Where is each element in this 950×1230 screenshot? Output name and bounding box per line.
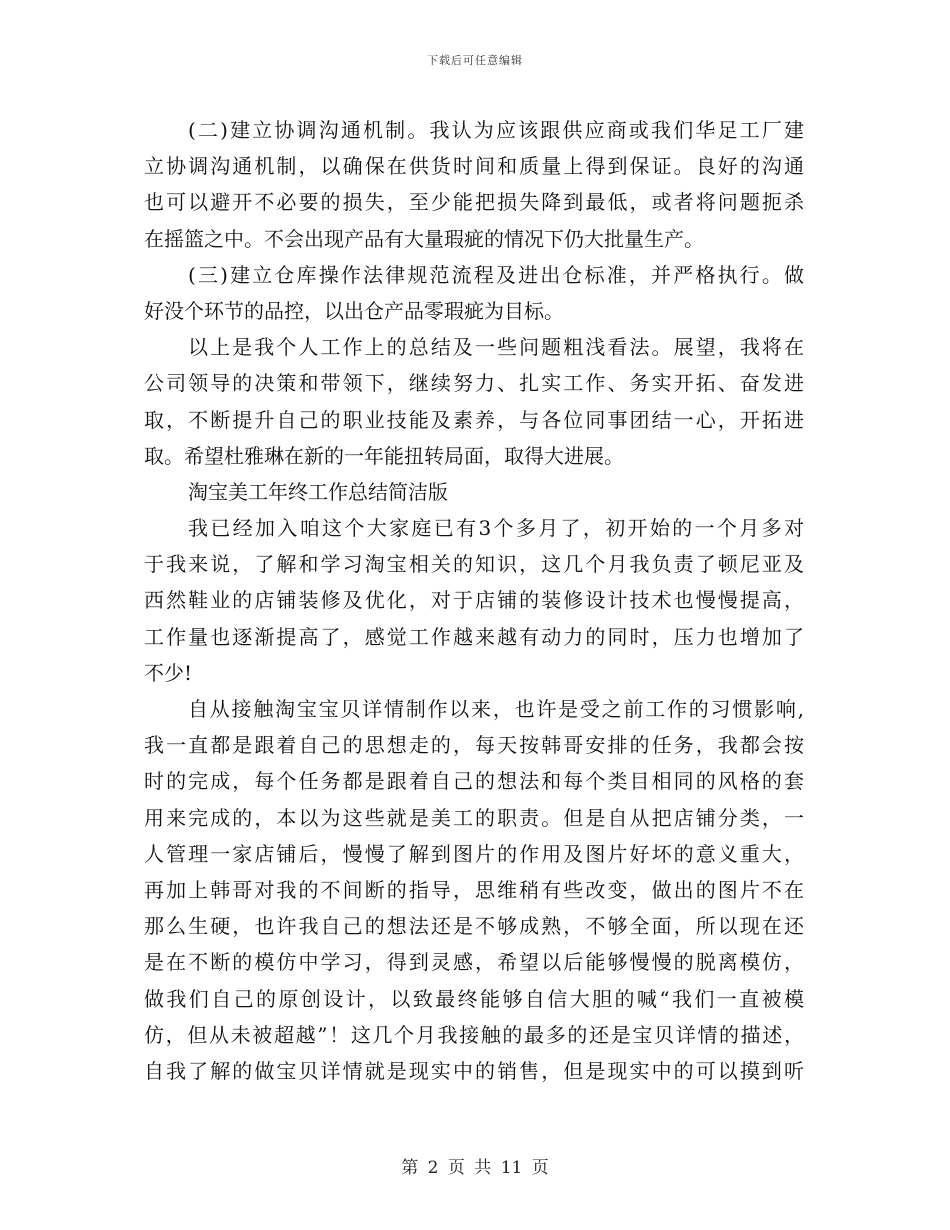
- page-header-note: 下载后可任意编辑: [427, 54, 523, 67]
- text-line: 那么生硬，也许我自己的想法还是不够成熟，不够全面，所以现在还: [144, 914, 804, 939]
- text-line: 于我来说，了解和学习淘宝相关的知识，这几个月我负责了顿尼亚及: [144, 552, 804, 577]
- text-line: 时的完成，每个任务都是跟着自己的想法和每个类目相同的风格的套: [144, 769, 804, 794]
- text-line: 自从接触淘宝宝贝详情制作以来，也许是受之前工作的习惯影响,: [188, 697, 804, 721]
- text-line: 以上是我个人工作上的总结及一些问题粗浅看法。展望，我将在: [188, 335, 804, 360]
- document-body: [144, 112, 804, 1089]
- text-line: 人管理一家店铺后，慢慢了解到图片的作用及图片好坏的意义重大，: [144, 841, 804, 866]
- text-line: 淘宝美工年终工作总结简洁版: [188, 479, 448, 504]
- text-line: 好没个环节的品控，以出仓产品零瑕疵为目标。: [144, 298, 564, 323]
- text-line: 仿，但从未被超越”！这几个月我接触的最多的还是宝贝详情的描述，: [144, 1022, 804, 1047]
- text-line: 不少!: [144, 660, 193, 685]
- text-line: 我一直都是跟着自己的思想走的，每天按韩哥安排的任务，我都会按: [144, 733, 804, 758]
- text-line: (二)建立协调沟通机制。我认为应该跟供应商或我们华足工厂建: [188, 118, 804, 142]
- text-line: 也可以避开不必要的损失，至少能把损失降到最低，或者将问题扼杀: [144, 190, 804, 215]
- text-line: 取，不断提升自己的职业技能及素养，与各位同事团结一心，开拓进: [144, 407, 804, 432]
- text-line: 是在不断的模仿中学习，得到灵感，希望以后能够慢慢的脱离模仿，: [144, 950, 804, 975]
- text-line: 用来完成的，本以为这些就是美工的职责。但是自从把店铺分类，一: [144, 805, 804, 830]
- page-footer-number: 第 2 页 共 11 页: [401, 1158, 549, 1178]
- text-line: 工作量也逐渐提高了，感觉工作越来越有动力的同时，压力也增加了: [144, 624, 804, 649]
- text-line: 再加上韩哥对我的不间断的指导，思维稍有些改变，做出的图片不在: [144, 877, 804, 902]
- text-line: 做我们自己的原创设计，以致最终能够自信大胆的喊“我们一直被模: [144, 986, 804, 1011]
- text-line: 取。希望杜雅琳在新的一年能扭转局面，取得大进展。: [144, 443, 624, 468]
- text-line: 我已经加入咱这个大家庭已有3个多月了，初开始的一个月多对: [188, 516, 804, 541]
- text-line: 西然鞋业的店铺装修及优化，对于店铺的装修设计技术也慢慢提高，: [144, 588, 804, 613]
- text-line: 立协调沟通机制，以确保在供货时间和质量上得到保证。良好的沟通: [144, 154, 804, 179]
- text-line: 在摇篮之中。不会出现产品有大量瑕疵的情况下仍大批量生产。: [144, 226, 704, 251]
- text-line: 公司领导的决策和带领下，继续努力、扎实工作、务实开拓、奋发进: [144, 371, 804, 396]
- text-line: (三)建立仓库操作法律规范流程及进出仓标准，并严格执行。做: [188, 262, 804, 287]
- text-line: 自我了解的做宝贝详情就是现实中的销售，但是现实中的可以摸到听: [144, 1058, 804, 1083]
